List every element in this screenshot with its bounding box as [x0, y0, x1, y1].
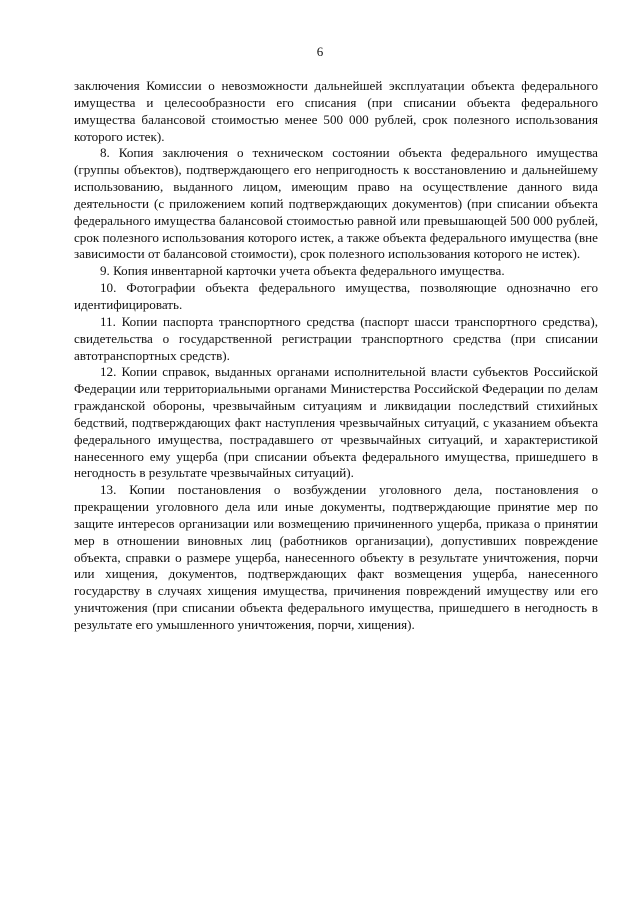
paragraph-item-9: 9. Копия инвентарной карточки учета объекта федерального имущества.: [100, 263, 505, 279]
paragraph-item-10: 10. Фотографии объекта федерального имущества, позволяющие однозначно его идентифицировать.: [74, 280, 598, 312]
page-number: 6: [316, 44, 324, 59]
paragraph-item-13: 13. Копии постановления о возбуждении уголовного дела, постановления о прекращении уголовного дела или иные документы, подтверждающие принятие мер по защите интересов организации или возмещению причиненного ущерба, приказа о принятии мер в отношении виновных лиц (работников организации), допустивших повреждение объекта, справки о размере ущерба, нанесенного объекту в результате уничтожения, порчи или хищения, документов, подтверждающих факт возмещения ущерба, нанесенного государству в случаях хищения имущества, причинения повреждений имуществу или его уничтожения (при списании объекта федерального имущества, пришедшего в негодность в результате его умышленного уничтожения, порчи, хищения).: [74, 482, 598, 632]
paragraph-item-11: 11. Копии паспорта транспортного средства (паспорт шасси транспортного средства), свидетельства о государственной регистрации транспортного средства (при списании автотранспортных средств).: [74, 313, 598, 363]
document-body: [74, 78, 598, 634]
paragraph-item-12: 12. Копии справок, выданных органами исполнительной власти субъектов Российской Федерации или территориальными органами Министерства Российской Федерации по делам гражданской обороны, чрезвычайным ситуациям и ликвидации последствий стихийных бедствий, подтверждающих факт наступления чрезвычайных ситуаций, с указанием объекта федерального имущества, пострадавшего от чрезвычайных ситуаций, и характеристикой нанесенного ему ущерба (при списании объекта федерального имущества, пришедшего в негодность в результате чрезвычайных ситуаций).: [74, 364, 598, 481]
paragraph-continuation: заключения Комиссии о невозможности дальнейшей эксплуатации объекта федерального имущества и целесообразности его списания (при списании объекта федерального имущества балансовой стоимостью менее 500 000 рублей, срок полезного использования которого истек).: [74, 78, 598, 144]
paragraph-item-8: 8. Копия заключения о техническом состоянии объекта федерального имущества (группы объектов), подтверждающего его непригодность к восстановлению и дальнейшему использованию, выданного лицом, имеющим право на осуществление данного вида деятельности (с приложением копий подтверждающих документов) (при списании объекта федерального имущества балансовой стоимостью равной или превышающей 500 000 рублей, срок полезного использования которого истек, а также объекта федерального имущества (вне зависимости от балансовой стоимости), срок полезного использования которого не истек).: [74, 145, 598, 262]
